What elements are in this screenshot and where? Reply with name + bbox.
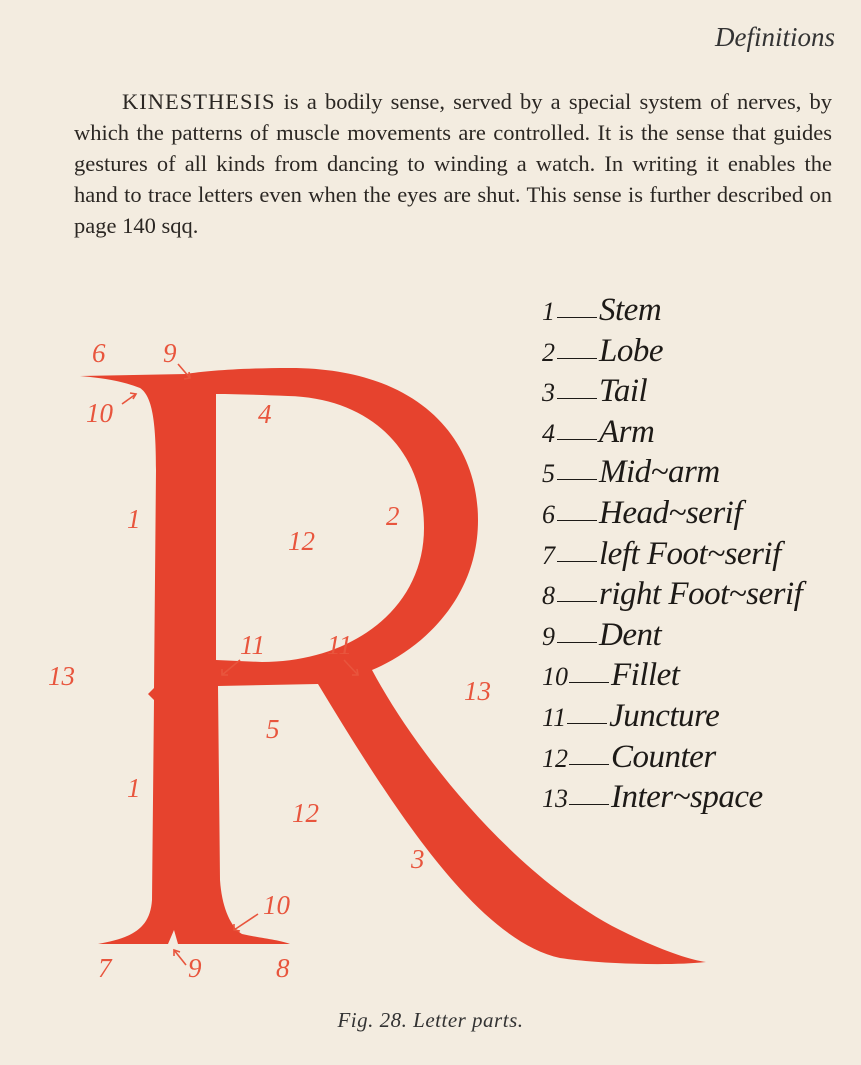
legend-rule bbox=[569, 682, 609, 683]
legend-rule bbox=[557, 398, 597, 399]
label-stem-upper: 1 bbox=[127, 504, 141, 534]
legend-rule bbox=[567, 723, 607, 724]
legend-number: 6 bbox=[542, 499, 555, 529]
label-interspace-right: 13 bbox=[464, 676, 491, 706]
label-fillet-bottom: 10 bbox=[263, 890, 290, 920]
legend-name: Inter~space bbox=[611, 779, 763, 816]
legend-name: Lobe bbox=[599, 332, 663, 369]
legend-rule bbox=[557, 358, 597, 359]
label-tail: 3 bbox=[411, 844, 425, 874]
legend-name: Juncture bbox=[609, 697, 720, 734]
legend-item bbox=[542, 739, 802, 780]
label-dent-top: 9 bbox=[163, 338, 177, 368]
legend-name: right Foot~serif bbox=[599, 576, 803, 613]
legend-number: 13 bbox=[542, 784, 568, 814]
legend-name: left Foot~serif bbox=[599, 535, 781, 572]
label-interspace-left: 13 bbox=[48, 661, 75, 691]
label-arm: 4 bbox=[258, 399, 272, 429]
legend-number: 3 bbox=[542, 378, 555, 408]
label-counter-upper: 12 bbox=[288, 526, 315, 556]
legend-number: 1 bbox=[542, 297, 555, 326]
legend-rule bbox=[569, 804, 609, 805]
legend-name: Mid~arm bbox=[599, 454, 720, 491]
legend-item bbox=[542, 779, 802, 820]
legend-name: Fillet bbox=[611, 657, 680, 694]
legend-item bbox=[542, 576, 802, 617]
legend-name: Arm bbox=[599, 413, 655, 450]
figure-caption: Fig. 28. Letter parts. bbox=[337, 1008, 524, 1032]
label-counter-lower: 12 bbox=[292, 798, 319, 828]
legend-number: 2 bbox=[542, 337, 555, 367]
lead-word: KINESTHESIS bbox=[122, 89, 276, 114]
legend-item bbox=[542, 657, 802, 698]
label-head-serif: 6 bbox=[92, 338, 106, 368]
legend-item bbox=[542, 333, 802, 374]
label-left-foot-serif: 7 bbox=[98, 953, 112, 983]
legend-rule bbox=[557, 601, 597, 602]
arrow-fillet-bottom bbox=[234, 914, 258, 930]
label-right-foot-serif: 8 bbox=[276, 953, 290, 983]
label-lobe: 2 bbox=[386, 501, 400, 531]
legend-name: Counter bbox=[611, 738, 716, 775]
legend-name: Dent bbox=[599, 616, 662, 653]
legend-number: 11 bbox=[542, 702, 567, 732]
arrow-dent-bottom bbox=[174, 950, 186, 965]
legend-number: 10 bbox=[542, 662, 568, 692]
legend-number: 7 bbox=[542, 540, 555, 570]
paragraph-text: is a bodily sense, served by a special system of nerves, by which the patterns of muscle movements are controlled. It is the sense that guides gestures of all kinds from dancing to winding a watch. In writing it enables the hand to trace letters even when the eyes are shut. This sense is further described on page 140 sqq. bbox=[74, 89, 832, 238]
legend-item bbox=[542, 536, 802, 577]
legend-item bbox=[542, 617, 802, 658]
legend-item bbox=[542, 454, 802, 495]
legend-rule bbox=[557, 439, 597, 440]
legend-item bbox=[542, 373, 802, 414]
label-dent-bottom: 9 bbox=[188, 953, 202, 983]
label-fillet-top: 10 bbox=[86, 398, 113, 428]
legend-rule bbox=[557, 317, 597, 318]
running-head: Definitions bbox=[715, 22, 835, 52]
parts-legend bbox=[542, 292, 802, 820]
legend-item bbox=[542, 292, 802, 333]
legend-item bbox=[542, 698, 802, 739]
legend-rule bbox=[557, 642, 597, 643]
legend-name: Head~serif bbox=[599, 494, 743, 531]
legend-rule bbox=[557, 479, 597, 480]
label-mid-arm: 5 bbox=[266, 714, 280, 744]
legend-name: Tail bbox=[599, 373, 648, 410]
label-juncture-left: 11 bbox=[240, 630, 265, 660]
legend-name: Stem bbox=[599, 292, 662, 328]
legend-item bbox=[542, 495, 802, 536]
legend-rule bbox=[557, 520, 597, 521]
legend-rule bbox=[557, 561, 597, 562]
legend-number: 8 bbox=[542, 581, 555, 611]
label-juncture-right: 11 bbox=[327, 630, 352, 660]
legend-number: 12 bbox=[542, 743, 568, 773]
legend-item bbox=[542, 414, 802, 455]
legend-rule bbox=[569, 764, 609, 765]
legend-number: 9 bbox=[542, 621, 555, 651]
label-stem-lower: 1 bbox=[127, 773, 141, 803]
legend-number: 4 bbox=[542, 418, 555, 448]
legend-number: 5 bbox=[542, 459, 555, 489]
